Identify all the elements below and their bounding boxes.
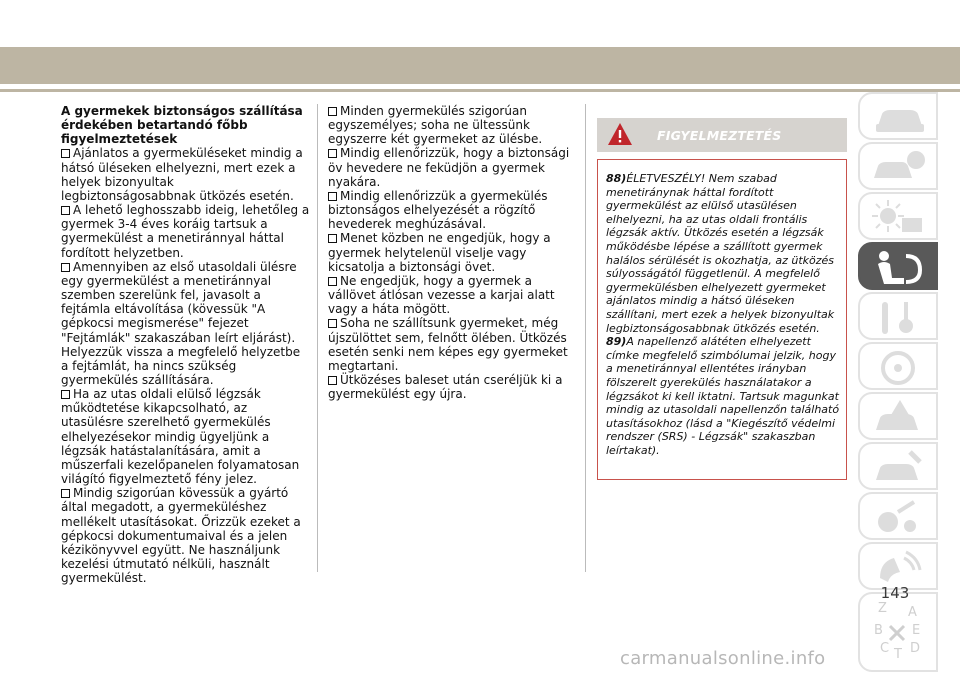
tab-index[interactable] [858, 592, 938, 672]
tab-lights-messages[interactable] [858, 192, 938, 240]
seat-safety-icon [870, 248, 930, 288]
multimedia-icon [870, 548, 930, 588]
tab-maintenance[interactable] [858, 442, 938, 490]
warning-triangle-icon [607, 122, 633, 146]
tab-safety[interactable] [858, 242, 938, 290]
tab-multimedia[interactable] [858, 542, 938, 590]
checkbox-bullet-icon [328, 319, 337, 328]
list-item: Ütközéses baleset után cseréljük ki a gyermekülést egy újra. [328, 372, 563, 402]
list-item: Amennyiben az első utasoldali ülésre egy gyermekülést a menetiránnyal szemben szerelünk fel, javasolt a fejtámla eltávolítása (kövessük "A gépkocsi megismerése" fejezet "Fejtámlák" szakaszában leírt eljárást). Helyezzük vissza a megfelelő helyzetbe a fejtámlát, ha nincs szükség gyermekülés szállítására. [61, 259, 301, 387]
header-rule [0, 89, 960, 92]
car-info-icon [870, 148, 930, 188]
middle-column [328, 104, 580, 401]
column-divider [585, 104, 586, 572]
tab-steering[interactable] [858, 342, 938, 390]
lights-message-icon [870, 198, 930, 238]
list-item: Ha az utas oldali elülső légzsák működtetése kikapcsolható, az utasülésre szerelhető gyermekülés elhelyezésekor mindig ügyeljünk a légzsák hatástalanítására, amit a műszerfali kezelőpanelen folyamatosan világító figyelmeztető fény jelez. [61, 387, 300, 487]
index-letter: D [910, 641, 921, 656]
index-letter: Z [878, 601, 887, 616]
warning-header [597, 118, 847, 152]
warning-title: FIGYELMEZTETÉS [657, 128, 782, 143]
watermark: carmanualsonline.info [620, 648, 826, 669]
note-number: 88) [606, 172, 627, 185]
section-heading: A gyermekek biztonságos szállítása érdekében betartandó főbb figyelmeztetések [61, 104, 303, 147]
checkbox-bullet-icon [328, 107, 337, 116]
technical-data-icon [870, 498, 930, 538]
alphabetical-index-icon [870, 596, 930, 666]
index-letter: E [912, 623, 921, 638]
list-item: Menet közben ne engedjük, hogy a gyermek helytelenül viselje vagy kicsatolja a biztonsági övet. [328, 231, 551, 274]
checkbox-bullet-icon [61, 489, 70, 498]
list-item: Mindig ellenőrizzük, hogy a biztonsági öv hevedere ne feküdjön a gyermek nyakára. [328, 146, 570, 189]
tab-dashboard-info[interactable] [858, 142, 938, 190]
index-letter: C [880, 641, 890, 656]
checkbox-bullet-icon [61, 390, 70, 399]
tab-car-overview[interactable] [858, 92, 938, 140]
checkbox-bullet-icon [61, 149, 70, 158]
car-icon [870, 98, 930, 138]
tab-technical-data[interactable] [858, 492, 938, 540]
left-column [61, 104, 311, 585]
list-item: Mindig ellenőrizzük a gyermekülés biztonságos elhelyezését a rögzítő hevederek meghúzásával. [328, 188, 548, 232]
warning-car-icon [870, 398, 930, 438]
index-letter: B [874, 623, 883, 638]
note-text: ÉLETVESZÉLY! Nem szabad menetiránynak háttal fordított gyermekülést az elülső utasülésen elhelyezni, ha az utas oldali frontális légzsák aktív. Ütközés esetén a légzsák működésbe lépése a szállított gyermek halálos sérülését is okozhatja, az ütközés súlyosságától függetlenül. A megfelelő gyermekülésben elhelyezett gyermeket ajánlatos mindig a hátsó üléseken szállítani, mert ezek a helyek bizonyultak legbiztonságosabbnak ütközés esetén. [606, 172, 835, 335]
header-band [0, 47, 960, 84]
list-item: Minden gyermekülés szigorúan egyszemélyes; soha ne ültessünk egyszerre két gyermeket az ülésbe. [328, 104, 543, 147]
list-item: A lehető leghosszabb ideig, lehetőleg a gyermek 3-4 éves koráig tartsuk a gyermekülést a menetiránnyal háttal fordított helyzetben. [61, 203, 310, 260]
wrench-car-icon [870, 448, 930, 488]
checkbox-bullet-icon [328, 149, 337, 158]
steering-wheel-icon [870, 348, 930, 388]
checkbox-bullet-icon [61, 263, 70, 272]
checkbox-bullet-icon [328, 192, 337, 201]
note-text: A napellenző alátéten elhelyezett címke megfelelő szimbólumai jelzik, hogy a menetiránnyal ellentétes irányban fölszerelt gyerekülés használatakor a légzsákot ki kell iktatni. Tartsuk magunkat mindig az utasoldali napellenzőn található utasításokhoz (lásd a "Kiegészítő védelmi rendszer (SRS) - Légzsák" szakaszban leírtakat). [606, 335, 840, 457]
column-divider [317, 104, 318, 572]
warning-note [606, 335, 840, 457]
checkbox-bullet-icon [328, 234, 337, 243]
warning-box [597, 159, 847, 480]
list-item: Ajánlatos a gyermeküléseket mindig a hátsó üléseken elhelyezni, mert ezek a helyek bizonyultak legbiztonságosabbnak ütközés esetén. [61, 146, 303, 203]
page-number: 143 [880, 584, 910, 602]
tools-key-icon [870, 298, 930, 338]
list-item: Mindig szigorúan kövessük a gyártó által megadott, a gyermeküléshez mellékelt utasításokat. Őrizzük ezeket a gépkocsi dokumentumaival és a jelen kézikönyvvel együtt. Ne használjunk kezelési útmutató nélküli, használt gyermekülést. [61, 486, 301, 586]
index-letter: A [908, 605, 917, 620]
checkbox-bullet-icon [328, 376, 337, 385]
tab-starting-driving[interactable] [858, 292, 938, 340]
note-number: 89) [606, 335, 627, 349]
list-item: Ne engedjük, hogy a gyermek a vállövet átlósan vezesse a karjai alatt vagy a háta mögött. [328, 273, 555, 317]
checkbox-bullet-icon [328, 277, 337, 286]
warning-note [606, 172, 840, 335]
index-letter: T [894, 647, 902, 662]
list-item: Soha ne szállítsunk gyermeket, még újszülöttet sem, felnőtt ölében. Ütközés esetén senki nem képes egy gyermeket megtartani. [328, 316, 568, 373]
checkbox-bullet-icon [61, 206, 70, 215]
tab-emergency[interactable] [858, 392, 938, 440]
